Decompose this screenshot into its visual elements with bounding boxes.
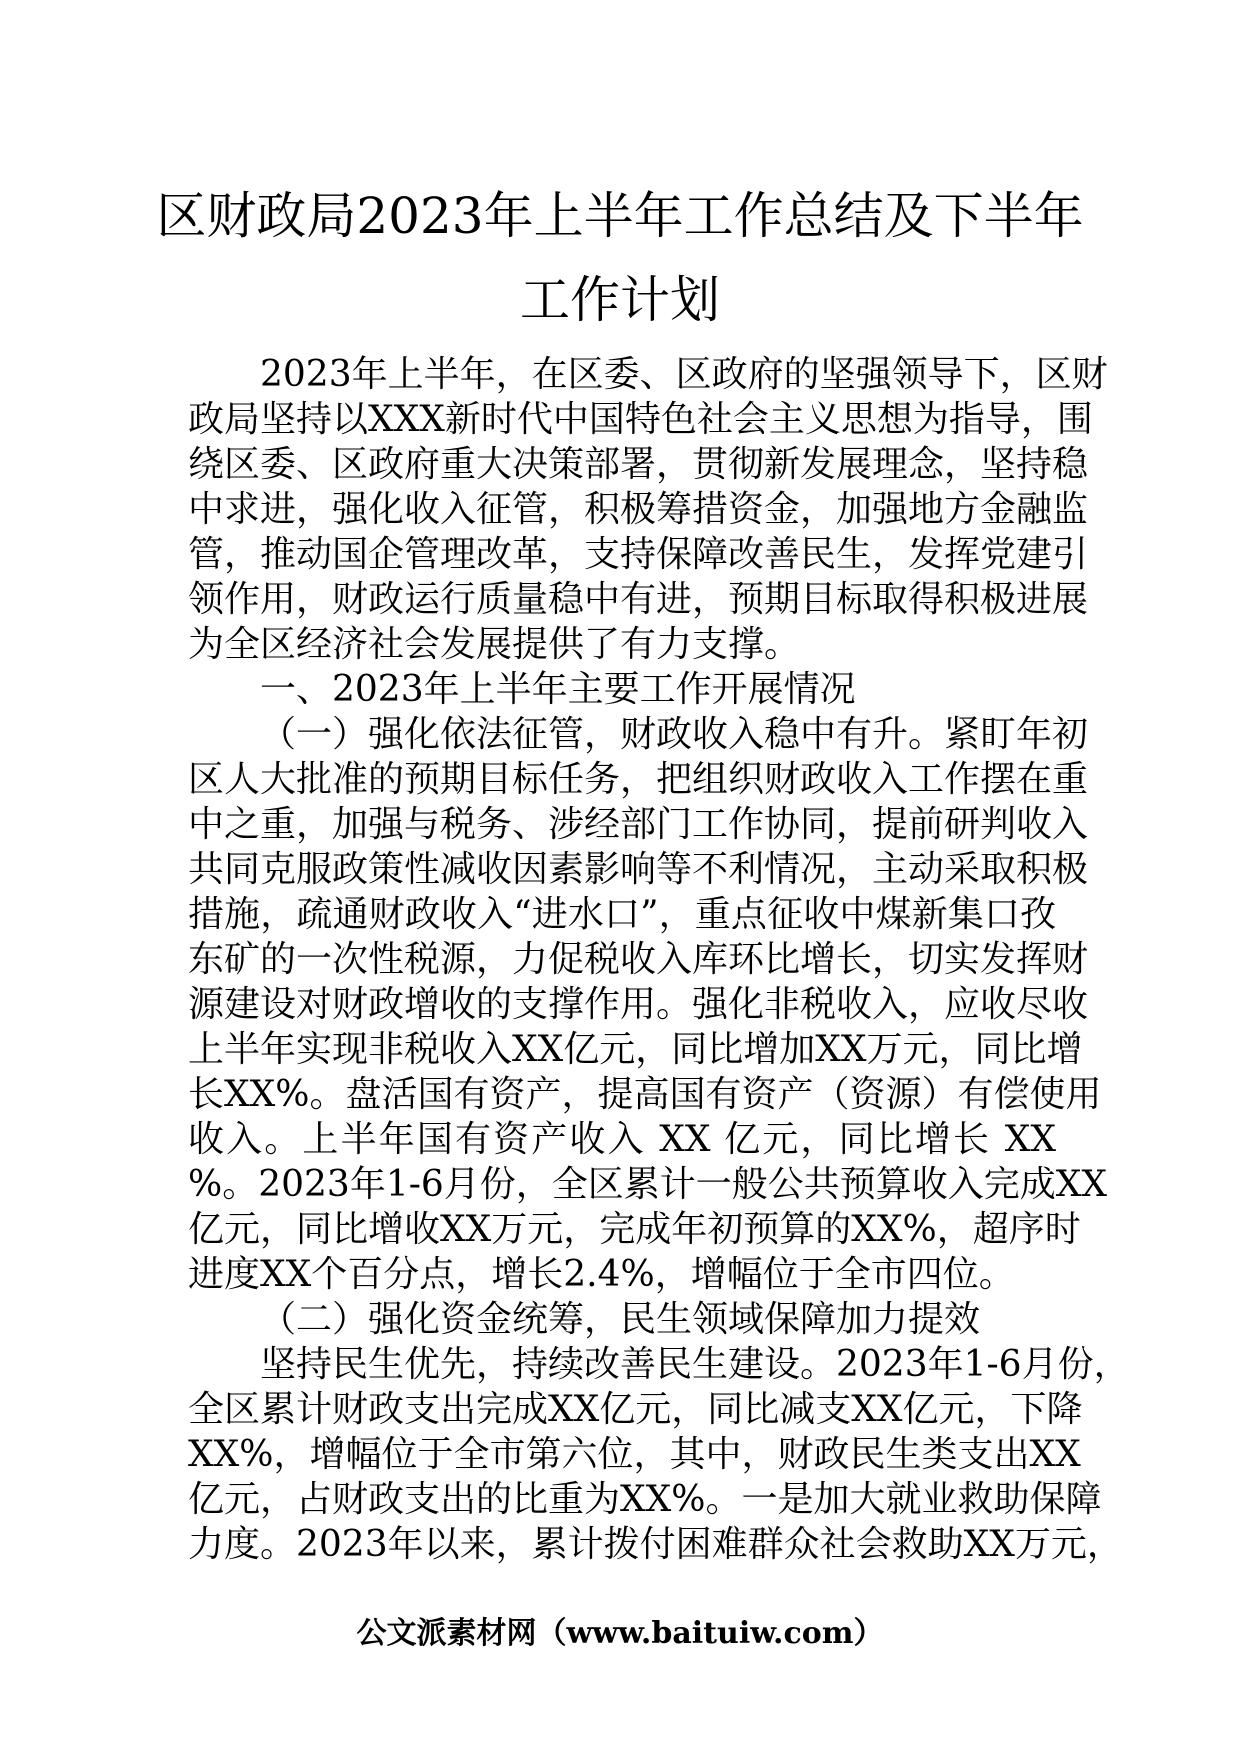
body-text-line: （一）强化依法征管，财政收入稳中有升。紧盯年初 [260,714,1089,755]
body-text-line: 进度XX个百分点，增长2.4%，增幅位于全市四位。 [188,1254,1015,1295]
body-text-line: 长XX%。盘活国有资产，提高国有资产（资源）有偿使用 [188,1074,1102,1115]
body-text-line: 中之重，加强与税务、涉经部门工作协同，提前研判收入 [188,804,1089,845]
body-text-line: 管，推动国企管理改革，支持保障改善民生，发挥党建引 [188,534,1089,575]
body-text-line: 2023年上半年，在区委、区政府的坚强领导下，区财 [260,354,1108,395]
body-text-line: 亿元，占财政支出的比重为XX%。一是加大就业救助保障 [188,1479,1102,1520]
body-text-line: 领作用，财政运行质量稳中有进，预期目标取得积极进展 [188,579,1089,620]
body-text-line: 为全区经济社会发展提供了有力支撑。 [188,624,801,665]
body-text-line: 上半年实现非税收入XX亿元，同比增加XX万元，同比增 [188,1029,1083,1070]
body-text-line: 绕区委、区政府重大决策部署，贯彻新发展理念，坚持稳 [188,444,1089,485]
body-text-line: XX%，增幅位于全市第六位，其中，财政民生类支出XX [188,1434,1081,1475]
body-text-line: 收入。上半年国有资产收入 XX 亿元，同比增长 XX [188,1119,1056,1160]
body-text-line: 全区累计财政支出完成XX亿元，同比减支XX亿元，下降 [188,1389,1083,1430]
body-text-line: 共同克服政策性减收因素影响等不利情况，主动采取积极 [188,849,1089,890]
body-text-line: 区人大批准的预期目标任务，把组织财政收入工作摆在重 [188,759,1089,800]
body-text-line: 坚持民生优先，持续改善民生建设。2023年1-6月份， [260,1344,1130,1385]
body-text-line: %。2023年1-6月份，全区累计一般公共预算收入完成XX [188,1164,1108,1205]
document-title-line-2: 工作计划 [520,271,720,329]
body-text-line: 措施，疏通财政收入“进水口”，重点征收中煤新集口孜 [188,894,1056,935]
body-text-line: 东矿的一次性税源，力促税收入库环比增长，切实发挥财 [188,939,1089,980]
document-title-line-1: 区财政局2023年上半年工作总结及下半年 [156,187,1084,245]
body-text-line: 政局坚持以XXX新时代中国特色社会主义思想为指导，围 [188,399,1093,440]
body-text-line: （二）强化资金统筹，民生领域保障加力提效 [260,1299,981,1340]
document-body [188,352,1130,1567]
body-text-line: 源建设对财政增收的支撑作用。强化非税收入，应收尽收 [188,984,1089,1025]
body-text-line: 力度。2023年以来，累计拨付困难群众社会救助XX万元， [188,1524,1123,1565]
body-text-line: 亿元，同比增收XX万元，完成年初预算的XX%，超序时 [188,1209,1081,1250]
body-text-line: 一、2023年上半年主要工作开展情况 [260,669,856,710]
body-text-line: 中求进，强化收入征管，积极筹措资金，加强地方金融监 [188,489,1089,530]
footer-watermark: 公文派素材网（www.baituiw.com） [356,1616,884,1651]
